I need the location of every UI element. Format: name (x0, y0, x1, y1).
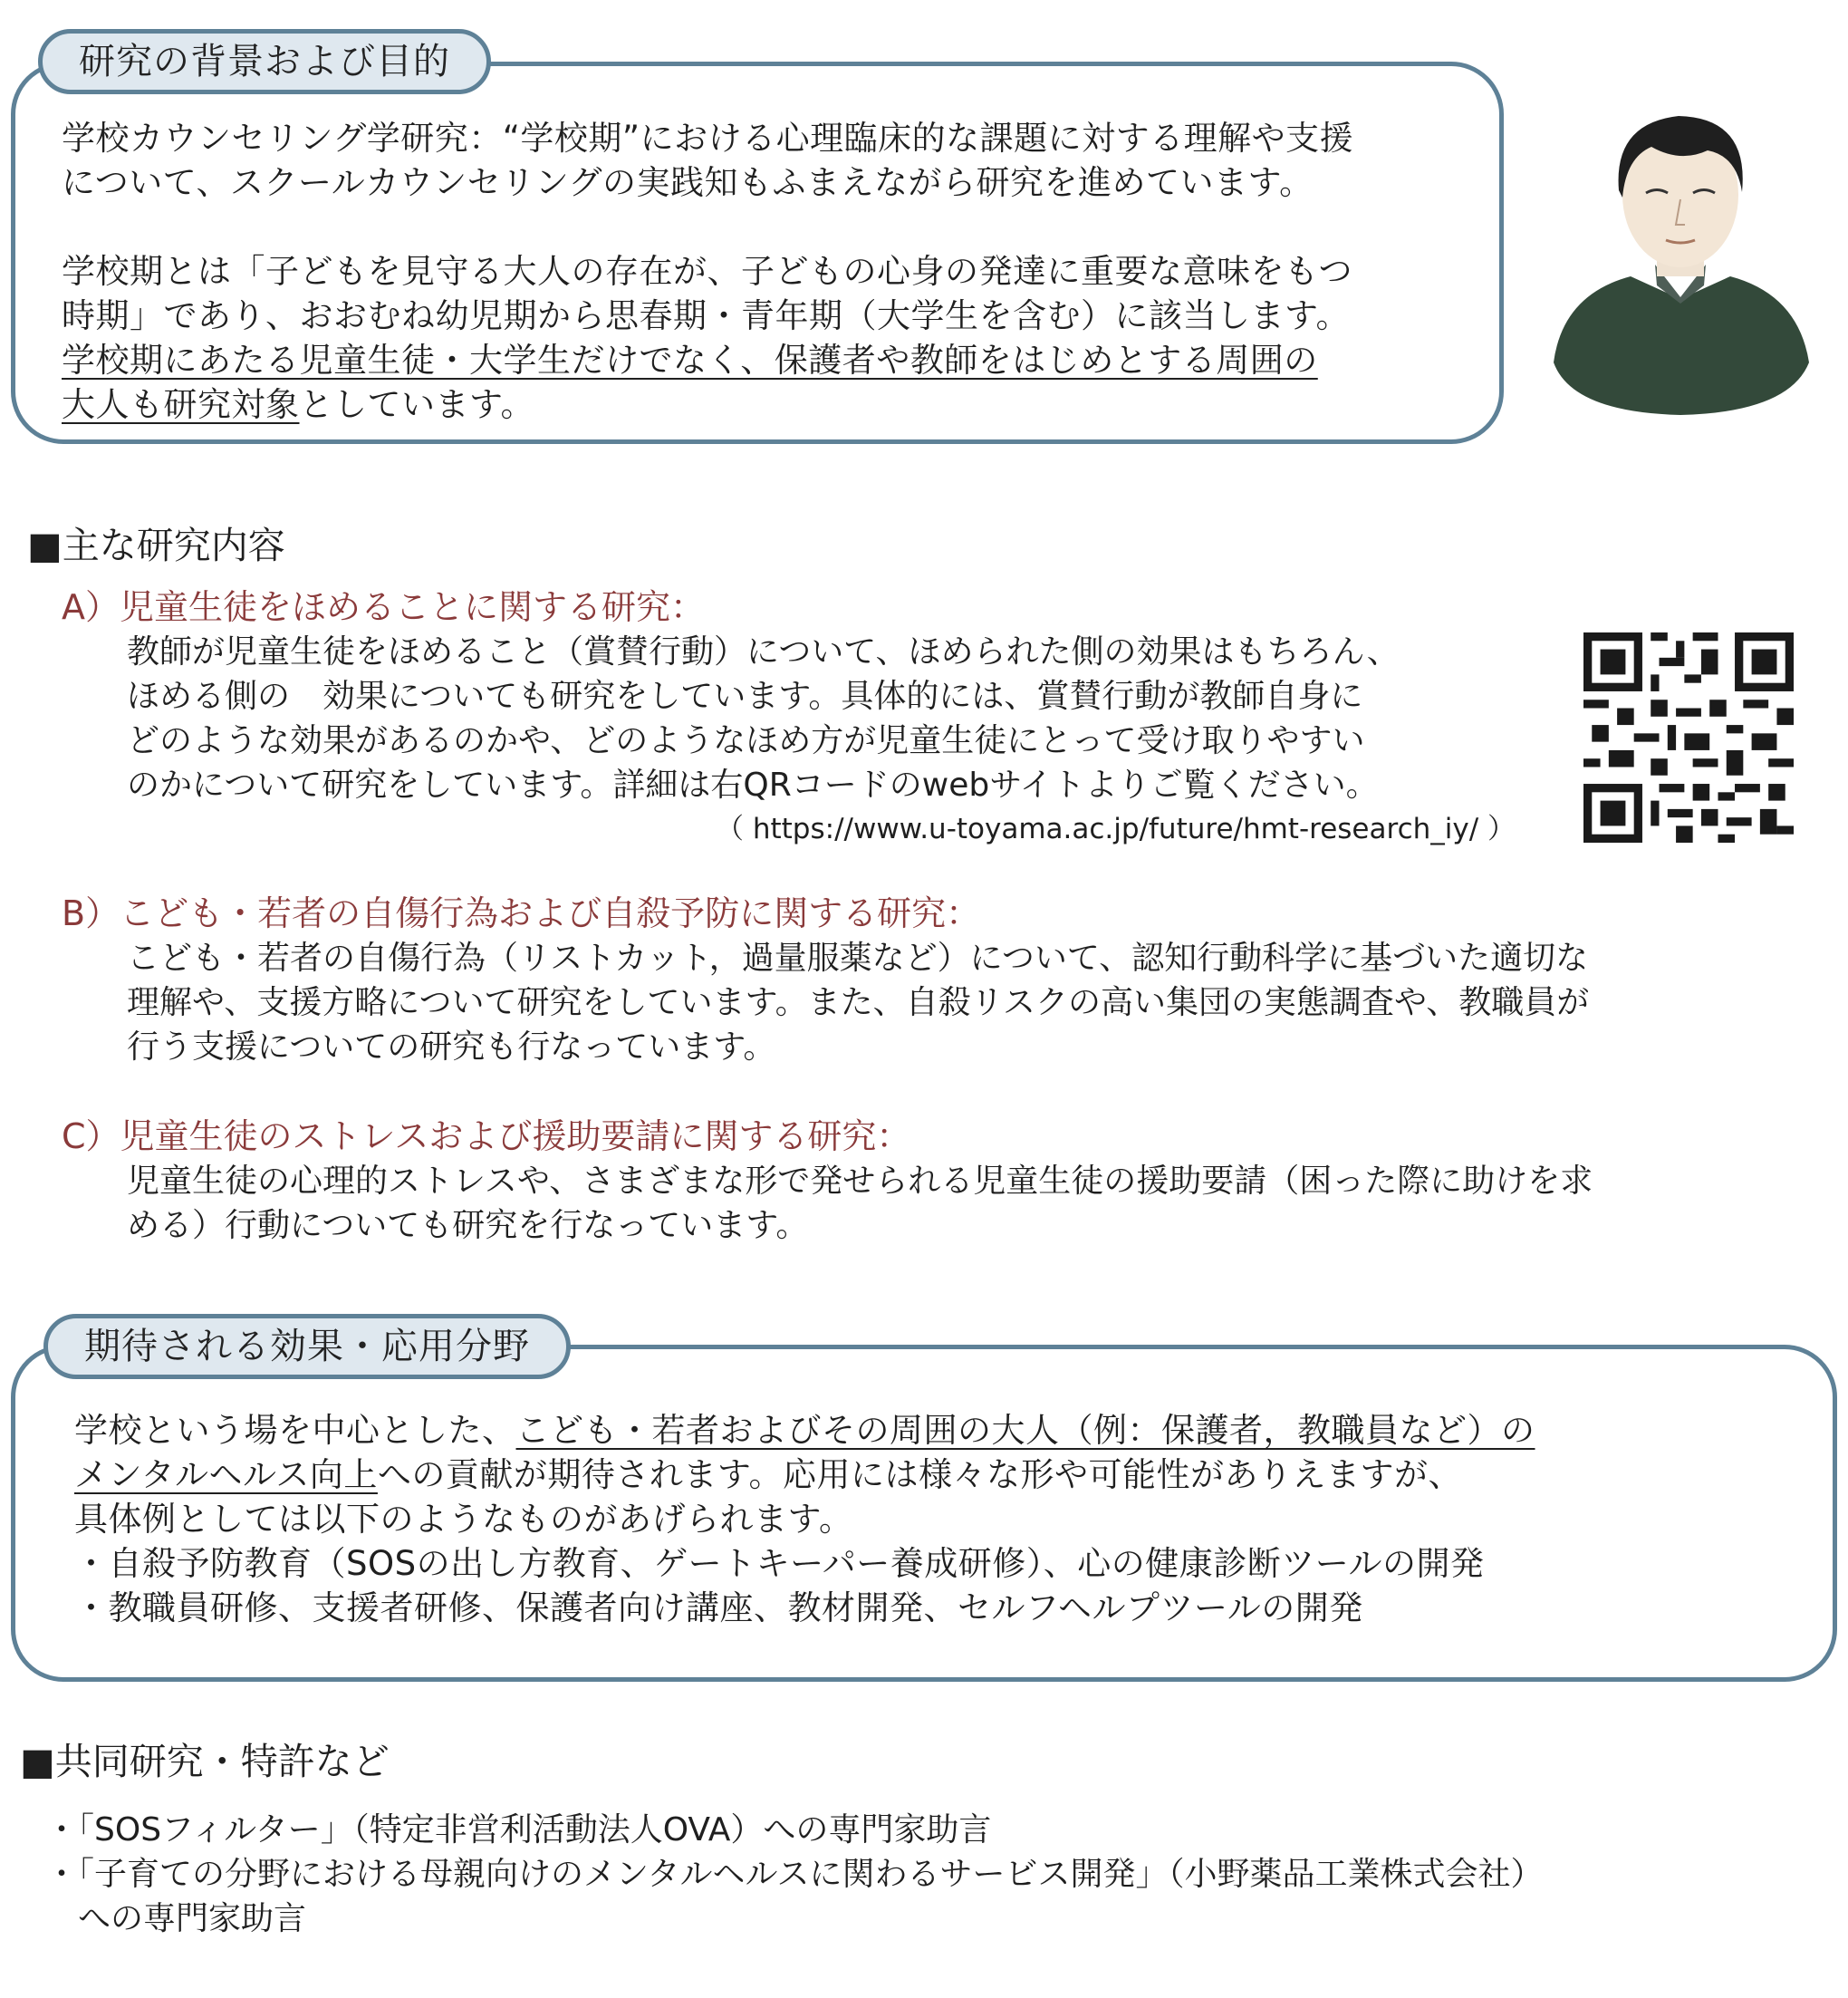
effects-text-1 (74, 1408, 1535, 1453)
effects-bullet-2: ・教職員研修、支援者研修、保護者向け講座、教材開発、セルフヘルプツールの開発 (74, 1588, 1363, 1627)
background-tail: としています。 (299, 385, 535, 424)
background-text-4: 時期」であり、おおむね幼児期から思春期・青年期（大学生を含む）に該当します。 (62, 296, 1351, 335)
qr-code-icon[interactable] (1583, 632, 1794, 843)
effects-text-2b: への貢献が期待されます。応用には様々な形や可能性がありえますが、 (377, 1455, 1462, 1494)
research-b-line: 理解や、支援方略について研究をしています。また、自殺リスクの高い集団の実態調査や、教職員が (127, 984, 1590, 1021)
research-c-line: 児童生徒の心理的ストレスや、さまざまな形で発せられる児童生徒の援助要請（困った際に助けを求 (127, 1163, 1593, 1200)
background-text-1: 学校カウンセリング学研究：“学校期”における心理臨床的な課題に対する理解や支援 (62, 119, 1354, 158)
research-a-line: どのような効果があるのかや、どのようなほめ方が児童生徒にとって受け取りやすい (127, 722, 1365, 759)
research-b-line: こども・若者の自傷行為（リストカット，過量服薬など）について、認知行動科学に基づいた適切な (127, 940, 1589, 977)
research-b-line: 行う支援についての研究も行なっています。 (127, 1028, 776, 1066)
effects-title: 期待される効果・応用分野 (43, 1314, 571, 1379)
research-b-title: B）こども・若者の自傷行為および自殺予防に関する研究： (62, 893, 981, 933)
background-text-5: 学校期にあたる児童生徒・大学生だけでなく、保護者や教師をはじめとする周囲の (62, 341, 1318, 380)
background-title: 研究の背景および目的 (38, 29, 491, 94)
researcher-portrait-illustration (1545, 91, 1816, 417)
research-c-line: める）行動についても研究を行なっています。 (127, 1207, 809, 1244)
research-a-line: ほめる側の 効果についても研究をしています。具体的には、賞賛行動が教師自身に (127, 678, 1363, 715)
background-text-6 (62, 382, 534, 427)
effects-text-1a: 学校という場を中心とした、 (74, 1411, 516, 1450)
research-a-line: 教師が児童生徒をほめること（賞賛行動）について、ほめられた側の効果はもちろん、 (127, 633, 1400, 671)
background-text-3: 学校期とは「子どもを見守る大人の存在が、子どもの心身の発達に重要な意味をもつ (62, 252, 1352, 291)
research-a-url[interactable]: （ https://www.u-toyama.ac.jp/future/hmt-research_iy/ ） (716, 813, 1516, 845)
collab-item-2-cont: への専門家助言 (78, 1900, 307, 1937)
main-research-heading: ■主な研究内容 (27, 524, 285, 567)
effects-bullet-1: ・自殺予防教育（SOSの出し方教育、ゲートキーパー養成研修）、心の健康診断ツールの開発 (74, 1544, 1485, 1583)
effects-text-3: 具体例としては以下のようなものがあげられます。 (74, 1500, 853, 1539)
background-text-2: について、スクールカウンセリングの実践知もふまえながら研究を進めています。 (62, 163, 1314, 202)
collab-heading: ■共同研究・特許など (20, 1740, 390, 1783)
collab-item-2: ・「子育ての分野における母親向けのメンタルヘルスに関わるサービス開発」（小野薬品工業株式会社） (45, 1856, 1544, 1893)
research-a-title: A）児童生徒をほめることに関する研究： (62, 587, 705, 627)
effects-text-2 (74, 1453, 1462, 1497)
collab-item-1: ・「SOSフィルター」（特定非営利活動法人OVA）への専門家助言 (45, 1811, 992, 1848)
research-a-line: のかについて研究をしています。詳細は右QRコードのwebサイトよりご覧ください。 (127, 767, 1379, 804)
background-underline: 大人も研究対象 (62, 385, 300, 424)
effects-underline-1: こども・若者およびその周囲の大人（例：保護者，教職員など）の (515, 1411, 1535, 1450)
research-c-title: C）児童生徒のストレスおよび援助要請に関する研究： (62, 1116, 911, 1156)
effects-underline-2: メンタルヘルス向上 (74, 1455, 378, 1494)
